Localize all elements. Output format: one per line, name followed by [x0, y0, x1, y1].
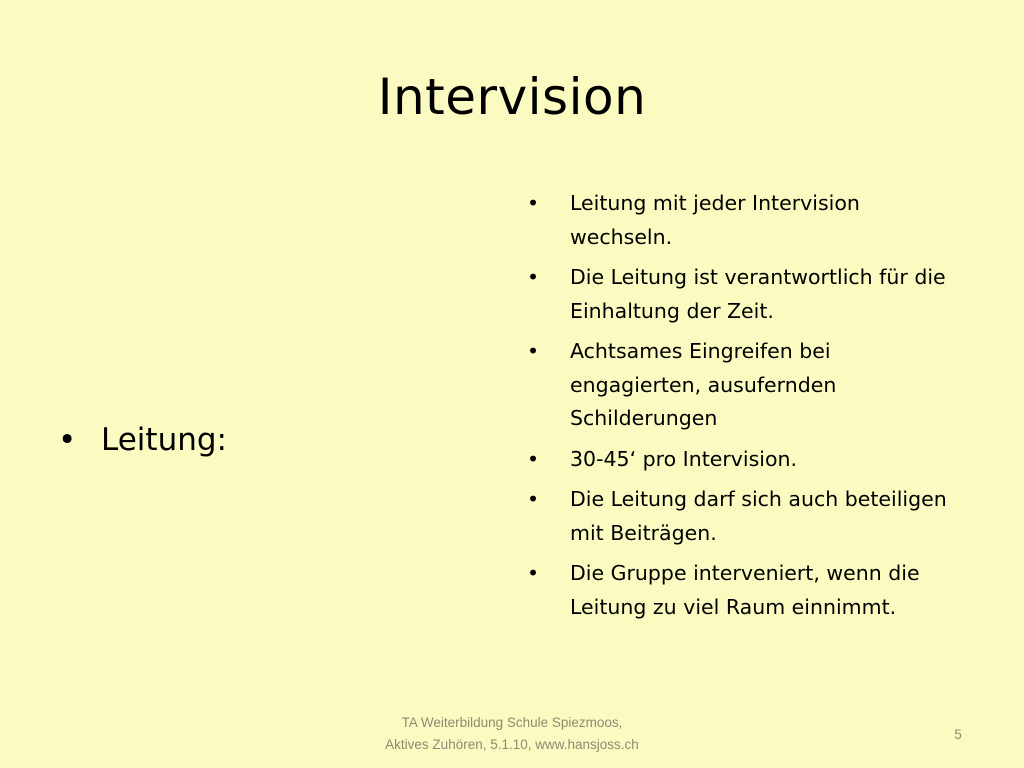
list-item-text: Achtsames Eingreifen bei engagierten, ausufernden Schilderungen	[570, 339, 837, 430]
bullet-icon: •	[527, 339, 540, 363]
list-item-text: Leitung:	[101, 422, 227, 458]
list-item	[527, 557, 967, 624]
list-item	[58, 418, 498, 462]
list-item	[527, 443, 967, 477]
footer-line-2: Aktives Zuhören, 5.1.10, www.hansjoss.ch	[385, 737, 639, 752]
bullet-icon: •	[527, 487, 540, 511]
list-item	[527, 187, 967, 254]
bullet-icon: •	[58, 422, 77, 458]
list-item	[527, 261, 967, 328]
list-item-text: Leitung mit jeder Intervision wechseln.	[570, 191, 860, 249]
bullet-icon: •	[527, 446, 540, 471]
list-item-text: Die Leitung ist verantwortlich für die Einhaltung der Zeit.	[570, 265, 946, 323]
slide-title: Intervision	[377, 68, 647, 126]
bullet-icon: •	[527, 191, 540, 215]
page-number: 5	[954, 727, 962, 742]
list-item-text: 30-45‘ pro Intervision.	[570, 446, 798, 471]
footer-line-1: TA Weiterbildung Schule Spiezmoos,	[401, 715, 623, 730]
bullet-icon: •	[527, 265, 540, 289]
bullet-icon: •	[527, 561, 540, 585]
list-item-text: Die Gruppe interveniert, wenn die Leitung zu viel Raum einnimmt.	[570, 561, 920, 619]
list-item	[527, 335, 967, 436]
slide-footer	[312, 712, 712, 756]
list-item	[527, 483, 967, 550]
right-bullet-list	[527, 187, 967, 631]
left-bullet-list	[58, 418, 498, 462]
list-item-text: Die Leitung darf sich auch beteiligen mit Beiträgen.	[570, 487, 947, 545]
